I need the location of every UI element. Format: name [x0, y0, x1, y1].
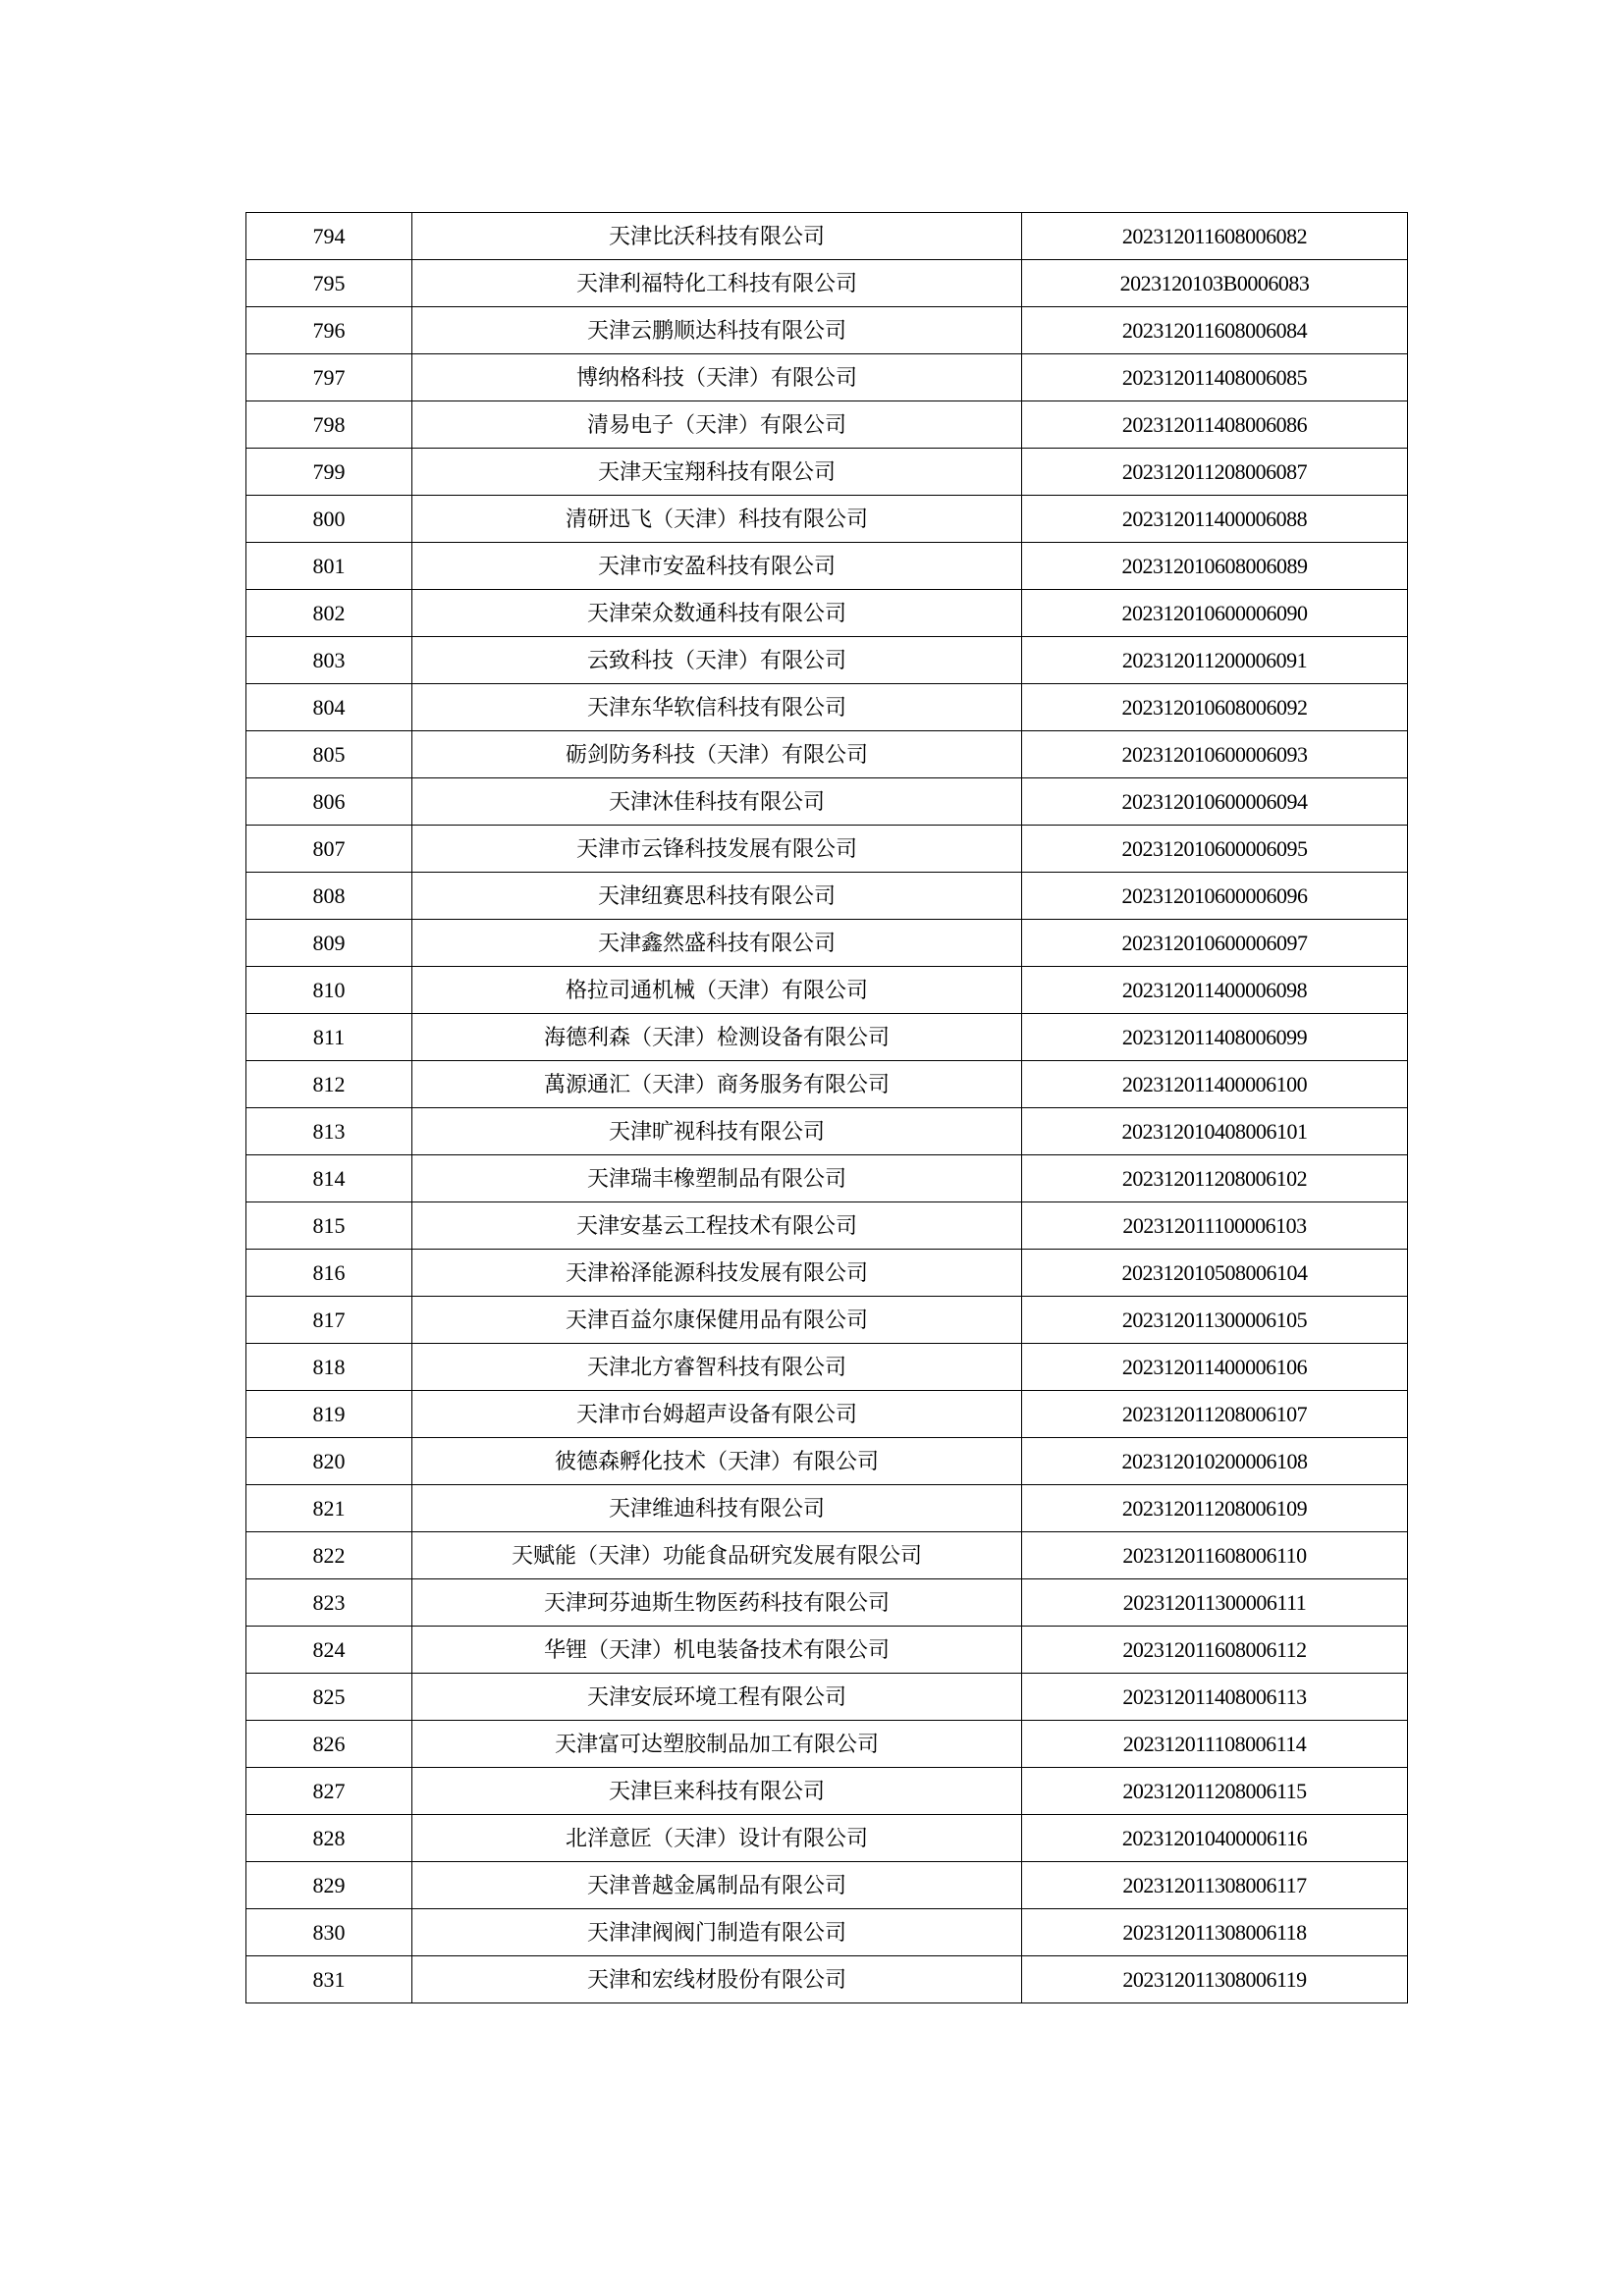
registration-code-cell: 202312011208006109 — [1022, 1485, 1408, 1532]
company-name-cell: 萬源通汇（天津）商务服务有限公司 — [412, 1061, 1022, 1108]
company-name-cell: 天赋能（天津）功能食品研究发展有限公司 — [412, 1532, 1022, 1579]
row-number-cell: 800 — [246, 496, 412, 543]
row-number-cell: 808 — [246, 873, 412, 920]
company-name-cell: 清易电子（天津）有限公司 — [412, 401, 1022, 449]
table-row — [246, 1909, 1408, 1956]
row-number-cell: 826 — [246, 1721, 412, 1768]
table-row — [246, 213, 1408, 260]
registration-code-cell: 202312010408006101 — [1022, 1108, 1408, 1155]
company-name-cell: 天津市安盈科技有限公司 — [412, 543, 1022, 590]
company-name-cell: 天津安基云工程技术有限公司 — [412, 1202, 1022, 1250]
company-name-cell: 天津维迪科技有限公司 — [412, 1485, 1022, 1532]
row-number-cell: 805 — [246, 731, 412, 778]
company-name-cell: 天津鑫然盛科技有限公司 — [412, 920, 1022, 967]
row-number-cell: 804 — [246, 684, 412, 731]
registration-code-cell: 202312010508006104 — [1022, 1250, 1408, 1297]
company-name-cell: 砺剑防务科技（天津）有限公司 — [412, 731, 1022, 778]
registration-code-cell: 202312011408006113 — [1022, 1674, 1408, 1721]
table-row — [246, 778, 1408, 826]
row-number-cell: 799 — [246, 449, 412, 496]
registration-code-cell: 202312011208006115 — [1022, 1768, 1408, 1815]
registration-code-cell: 202312010600006096 — [1022, 873, 1408, 920]
company-name-cell: 天津天宝翔科技有限公司 — [412, 449, 1022, 496]
row-number-cell: 811 — [246, 1014, 412, 1061]
company-name-cell: 华锂（天津）机电装备技术有限公司 — [412, 1627, 1022, 1674]
company-name-cell: 天津北方睿智科技有限公司 — [412, 1344, 1022, 1391]
company-name-cell: 彼德森孵化技术（天津）有限公司 — [412, 1438, 1022, 1485]
company-name-cell: 北洋意匠（天津）设计有限公司 — [412, 1815, 1022, 1862]
row-number-cell: 816 — [246, 1250, 412, 1297]
table-row — [246, 1297, 1408, 1344]
table-row — [246, 684, 1408, 731]
company-name-cell: 天津比沃科技有限公司 — [412, 213, 1022, 260]
registration-code-cell: 202312011608006112 — [1022, 1627, 1408, 1674]
registration-code-cell: 202312011608006110 — [1022, 1532, 1408, 1579]
registration-code-cell: 202312010600006093 — [1022, 731, 1408, 778]
table-row — [246, 1485, 1408, 1532]
row-number-cell: 798 — [246, 401, 412, 449]
registration-code-cell: 202312011408006099 — [1022, 1014, 1408, 1061]
row-number-cell: 812 — [246, 1061, 412, 1108]
table-row — [246, 1108, 1408, 1155]
table-row — [246, 496, 1408, 543]
row-number-cell: 821 — [246, 1485, 412, 1532]
company-name-cell: 天津市台姆超声设备有限公司 — [412, 1391, 1022, 1438]
company-name-cell: 博纳格科技（天津）有限公司 — [412, 354, 1022, 401]
table-row — [246, 1768, 1408, 1815]
table-row — [246, 1014, 1408, 1061]
table-row — [246, 1202, 1408, 1250]
table-row — [246, 967, 1408, 1014]
table-row — [246, 731, 1408, 778]
registration-code-cell: 202312010400006116 — [1022, 1815, 1408, 1862]
row-number-cell: 807 — [246, 826, 412, 873]
row-number-cell: 794 — [246, 213, 412, 260]
registration-code-cell: 202312011208006087 — [1022, 449, 1408, 496]
registration-code-cell: 202312010600006090 — [1022, 590, 1408, 637]
registration-code-cell: 202312011300006105 — [1022, 1297, 1408, 1344]
table-row — [246, 920, 1408, 967]
company-name-cell: 天津东华软信科技有限公司 — [412, 684, 1022, 731]
registration-code-cell: 202312011400006088 — [1022, 496, 1408, 543]
table-row — [246, 1391, 1408, 1438]
company-name-cell: 天津津阀阀门制造有限公司 — [412, 1909, 1022, 1956]
registration-code-cell: 202312011300006111 — [1022, 1579, 1408, 1627]
table-row — [246, 1815, 1408, 1862]
row-number-cell: 806 — [246, 778, 412, 826]
table-row — [246, 307, 1408, 354]
table-row — [246, 1862, 1408, 1909]
table-row — [246, 873, 1408, 920]
company-name-cell: 天津裕泽能源科技发展有限公司 — [412, 1250, 1022, 1297]
row-number-cell: 801 — [246, 543, 412, 590]
row-number-cell: 795 — [246, 260, 412, 307]
company-name-cell: 格拉司通机械（天津）有限公司 — [412, 967, 1022, 1014]
registration-code-cell: 202312011308006118 — [1022, 1909, 1408, 1956]
company-name-cell: 天津百益尔康保健用品有限公司 — [412, 1297, 1022, 1344]
registration-code-cell: 202312011308006119 — [1022, 1956, 1408, 2003]
row-number-cell: 828 — [246, 1815, 412, 1862]
row-number-cell: 797 — [246, 354, 412, 401]
row-number-cell: 815 — [246, 1202, 412, 1250]
table-row — [246, 1627, 1408, 1674]
company-name-cell: 清研迅飞（天津）科技有限公司 — [412, 496, 1022, 543]
row-number-cell: 820 — [246, 1438, 412, 1485]
table-row — [246, 590, 1408, 637]
company-name-cell: 天津市云锋科技发展有限公司 — [412, 826, 1022, 873]
company-name-cell: 天津纽赛思科技有限公司 — [412, 873, 1022, 920]
row-number-cell: 813 — [246, 1108, 412, 1155]
table-row — [246, 826, 1408, 873]
company-name-cell: 云致科技（天津）有限公司 — [412, 637, 1022, 684]
table-row — [246, 1956, 1408, 2003]
registration-code-cell: 202312010200006108 — [1022, 1438, 1408, 1485]
table-row — [246, 1155, 1408, 1202]
company-name-cell: 天津旷视科技有限公司 — [412, 1108, 1022, 1155]
registration-code-cell: 202312011108006114 — [1022, 1721, 1408, 1768]
registration-code-cell: 202312010600006097 — [1022, 920, 1408, 967]
row-number-cell: 829 — [246, 1862, 412, 1909]
registration-code-cell: 202312011408006086 — [1022, 401, 1408, 449]
registration-code-cell: 202312011608006084 — [1022, 307, 1408, 354]
registration-code-cell: 202312011400006106 — [1022, 1344, 1408, 1391]
table-row — [246, 260, 1408, 307]
row-number-cell: 803 — [246, 637, 412, 684]
registration-code-cell: 202312011400006098 — [1022, 967, 1408, 1014]
table-row — [246, 1579, 1408, 1627]
row-number-cell: 831 — [246, 1956, 412, 2003]
registration-code-cell: 202312011200006091 — [1022, 637, 1408, 684]
registration-code-cell: 202312010608006089 — [1022, 543, 1408, 590]
company-name-cell: 天津瑞丰橡塑制品有限公司 — [412, 1155, 1022, 1202]
registration-code-cell: 202312010600006094 — [1022, 778, 1408, 826]
registration-code-cell: 202312011400006100 — [1022, 1061, 1408, 1108]
table-row — [246, 543, 1408, 590]
row-number-cell: 822 — [246, 1532, 412, 1579]
row-number-cell: 825 — [246, 1674, 412, 1721]
registration-code-cell: 202312010608006092 — [1022, 684, 1408, 731]
company-name-cell: 天津巨来科技有限公司 — [412, 1768, 1022, 1815]
row-number-cell: 819 — [246, 1391, 412, 1438]
row-number-cell: 823 — [246, 1579, 412, 1627]
company-name-cell: 天津富可达塑胶制品加工有限公司 — [412, 1721, 1022, 1768]
registration-code-cell: 202312011208006107 — [1022, 1391, 1408, 1438]
row-number-cell: 814 — [246, 1155, 412, 1202]
company-name-cell: 天津和宏线材股份有限公司 — [412, 1956, 1022, 2003]
table-row — [246, 1721, 1408, 1768]
table-row — [246, 1674, 1408, 1721]
company-name-cell: 天津安辰环境工程有限公司 — [412, 1674, 1022, 1721]
company-name-cell: 天津利福特化工科技有限公司 — [412, 260, 1022, 307]
table-row — [246, 1061, 1408, 1108]
registration-code-cell: 202312011608006082 — [1022, 213, 1408, 260]
company-name-cell: 天津沐佳科技有限公司 — [412, 778, 1022, 826]
row-number-cell: 817 — [246, 1297, 412, 1344]
company-name-cell: 天津普越金属制品有限公司 — [412, 1862, 1022, 1909]
table-row — [246, 449, 1408, 496]
registration-code-cell: 2023120103B0006083 — [1022, 260, 1408, 307]
registration-code-cell: 202312010600006095 — [1022, 826, 1408, 873]
registration-code-cell: 202312011308006117 — [1022, 1862, 1408, 1909]
company-registry-table — [245, 212, 1408, 2003]
table-body — [246, 213, 1408, 2003]
company-name-cell: 海德利森（天津）检测设备有限公司 — [412, 1014, 1022, 1061]
registration-code-cell: 202312011100006103 — [1022, 1202, 1408, 1250]
table-row — [246, 354, 1408, 401]
registration-code-cell: 202312011408006085 — [1022, 354, 1408, 401]
registration-code-cell: 202312011208006102 — [1022, 1155, 1408, 1202]
table-row — [246, 1438, 1408, 1485]
table-row — [246, 1250, 1408, 1297]
table-row — [246, 637, 1408, 684]
row-number-cell: 827 — [246, 1768, 412, 1815]
table-row — [246, 1344, 1408, 1391]
company-name-cell: 天津荣众数通科技有限公司 — [412, 590, 1022, 637]
company-name-cell: 天津云鹏顺达科技有限公司 — [412, 307, 1022, 354]
table-row — [246, 1532, 1408, 1579]
row-number-cell: 830 — [246, 1909, 412, 1956]
company-name-cell: 天津珂芬迪斯生物医药科技有限公司 — [412, 1579, 1022, 1627]
row-number-cell: 810 — [246, 967, 412, 1014]
table-row — [246, 401, 1408, 449]
row-number-cell: 818 — [246, 1344, 412, 1391]
row-number-cell: 824 — [246, 1627, 412, 1674]
row-number-cell: 802 — [246, 590, 412, 637]
row-number-cell: 796 — [246, 307, 412, 354]
row-number-cell: 809 — [246, 920, 412, 967]
